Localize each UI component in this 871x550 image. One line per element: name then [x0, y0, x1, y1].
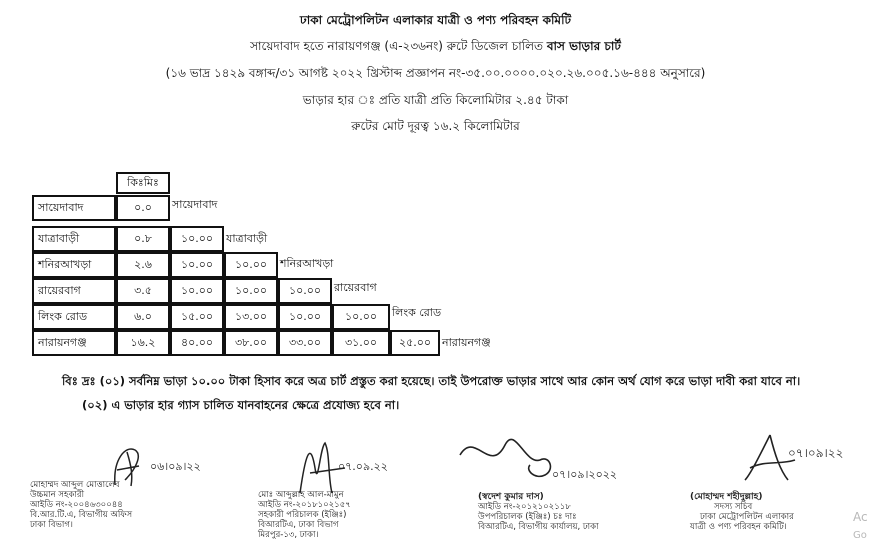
chart-title-bold: বাস ভাড়ার চার্ট — [546, 39, 621, 53]
column-stop-label: সায়েদাবাদ — [172, 197, 218, 211]
note-one: বিঃ দ্রঃ (০১) সর্বনিম্ন ভাড়া ১০.০০ টাকা হিসাব করে অত্র চার্ট প্রস্তুত করা হয়েছে। তাই উপরোক্ত ভাড়ার সাথে আর কোন অর্থ যোগ করে ভাড়া দাবী করা যাবে না। — [62, 374, 801, 388]
signatory-designation: আইডি নং-২০১৮১০২১৫৭ — [258, 500, 351, 510]
km-column-header: কিঃমিঃ — [116, 172, 170, 194]
column-stop-label: নারায়নগঞ্জ — [442, 335, 491, 349]
route-title-text: সায়েদাবাদ হতে নারায়ণগঞ্জ (এ-২৩৬নং) রুটে ডিজেল চালিত — [250, 39, 547, 53]
activation-watermark-sub: Go — [853, 530, 867, 541]
signature-date: ০৭.০৯.২২ — [338, 460, 388, 473]
fare-cell: ১০.০০ — [278, 304, 332, 330]
km-cell: ২.৬ — [116, 252, 170, 278]
signatory-name: (মোহাম্মদ শহীদুল্লাহ) — [690, 492, 763, 502]
signatory-designation: আইডি নং-২০১২১০২১১৮ — [478, 502, 571, 512]
stop-cell: নারায়নগঞ্জ — [32, 330, 116, 356]
fare-cell: ৪০.০০ — [170, 330, 224, 356]
fare-cell: ৩৩.০০ — [278, 330, 332, 356]
km-cell: ০.০ — [116, 195, 170, 221]
notification-reference: (১৬ ভাদ্র ১৪২৯ বঙ্গাব্দ/৩১ আগষ্ট ২০২২ খ্রিস্টাব্দ প্রজ্ঞাপন নং-৩৫.০০.০০০০.০২০.২৬.০০৫.১৬-৪৪৪ অনুসারে) — [165, 66, 706, 80]
fare-cell: ১০.০০ — [170, 226, 224, 252]
signatory-office: বিআরটিএ, বিভাগীয় কার্যালয়, ঢাকা — [478, 522, 599, 532]
signatory-designation: উচ্চমান সহকারী — [30, 490, 85, 500]
fare-cell: ১৩.০০ — [224, 304, 278, 330]
signature-block — [690, 492, 794, 532]
fare-cell: ১০.০০ — [170, 252, 224, 278]
column-stop-label: লিংক রোড — [392, 305, 442, 319]
stop-cell: রায়েরবাগ — [32, 278, 116, 304]
km-cell: ১৬.২ — [116, 330, 170, 356]
activation-watermark: Ac — [853, 510, 868, 524]
stop-cell: সায়েদাবাদ — [32, 195, 116, 221]
fare-cell: ১০.০০ — [278, 278, 332, 304]
signatory-office: বিআরটিএ, ঢাকা বিভাগ — [258, 520, 339, 530]
note-two: (০২) এ ভাড়ার হার গ্যাস চালিত যানবাহনের ক্ষেত্রে প্রযোজ্য হবে না। — [82, 398, 400, 412]
stop-cell: শনিরআখড়া — [32, 252, 116, 278]
fare-cell: ১০.০০ — [170, 278, 224, 304]
signature-scribble — [455, 425, 565, 485]
signatory-designation: সদস্য সচিব — [714, 502, 753, 512]
fare-cell: ১০.০০ — [224, 252, 278, 278]
route-title — [0, 38, 871, 58]
signatory-id: আইডি নং-২০০৪৬৩০০৪৪ — [30, 500, 123, 510]
fare-cell: ৩৮.০০ — [224, 330, 278, 356]
fare-cell: ১০.০০ — [224, 278, 278, 304]
fare-rate: ভাড়ার হার ঃ প্রতি যাত্রী প্রতি কিলোমিটার ২.৪৫ টাকা — [302, 93, 569, 107]
km-cell: ০.৮ — [116, 226, 170, 252]
signature-block — [258, 490, 351, 540]
km-cell: ৩.৫ — [116, 278, 170, 304]
fare-cell: ৩১.০০ — [332, 330, 390, 356]
fare-cell: ১০.০০ — [332, 304, 390, 330]
committee-title: ঢাকা মেট্রোপলিটন এলাকার যাত্রী ও পণ্য পরিবহন কমিটি — [299, 13, 572, 27]
signatory-office: যাত্রী ও পণ্য পরিবহন কমিটি। — [690, 522, 787, 532]
column-stop-label: যাত্রাবাড়ী — [226, 231, 268, 245]
route-distance: রুটের মোট দূরত্ব ১৬.২ কিলোমিটার — [351, 119, 520, 133]
signatory-name: (স্বদেশ কুমার দাস) — [478, 492, 544, 502]
stop-cell: লিংক রোড — [32, 304, 116, 330]
fare-cell: ১৫.০০ — [170, 304, 224, 330]
signatory-place: মিরপুর-১৩, ঢাকা। — [258, 530, 319, 540]
signature-date: ০৭।০৯।২২ — [788, 446, 844, 460]
signatory-name: মোঃ আব্দুল্লাহ আল-মামুন — [258, 490, 344, 500]
fare-cell: ২৫.০০ — [390, 330, 440, 356]
signature-block — [478, 492, 599, 532]
signatory-id: ঢাকা মেট্রোপলিটন এলাকার — [700, 512, 794, 522]
signatory-id: উপপরিচালক (ইঞ্জিঃ) চঃ দাঃ — [478, 512, 577, 522]
column-stop-label: শনিরআখড়া — [280, 256, 334, 270]
km-cell: ৬.০ — [116, 304, 170, 330]
signatory-id: সহকারী পরিচালক (ইঞ্জিঃ) — [258, 510, 347, 520]
stop-cell: যাত্রাবাড়ী — [32, 226, 116, 252]
signatory-name: মোহাম্মদ আব্দুল মোত্তালেব — [30, 480, 120, 490]
column-stop-label: রায়েরবাগ — [334, 280, 377, 294]
signatory-place: ঢাকা বিভাগ। — [30, 520, 73, 530]
signatory-office: বি.আর.টি.এ, বিভাগীয় অফিস — [30, 510, 133, 520]
signature-block — [30, 480, 132, 530]
signature-date: ০৭।০৯।২০২২ — [552, 468, 618, 481]
signature-date: ০৬।০৯।২২ — [150, 460, 201, 473]
